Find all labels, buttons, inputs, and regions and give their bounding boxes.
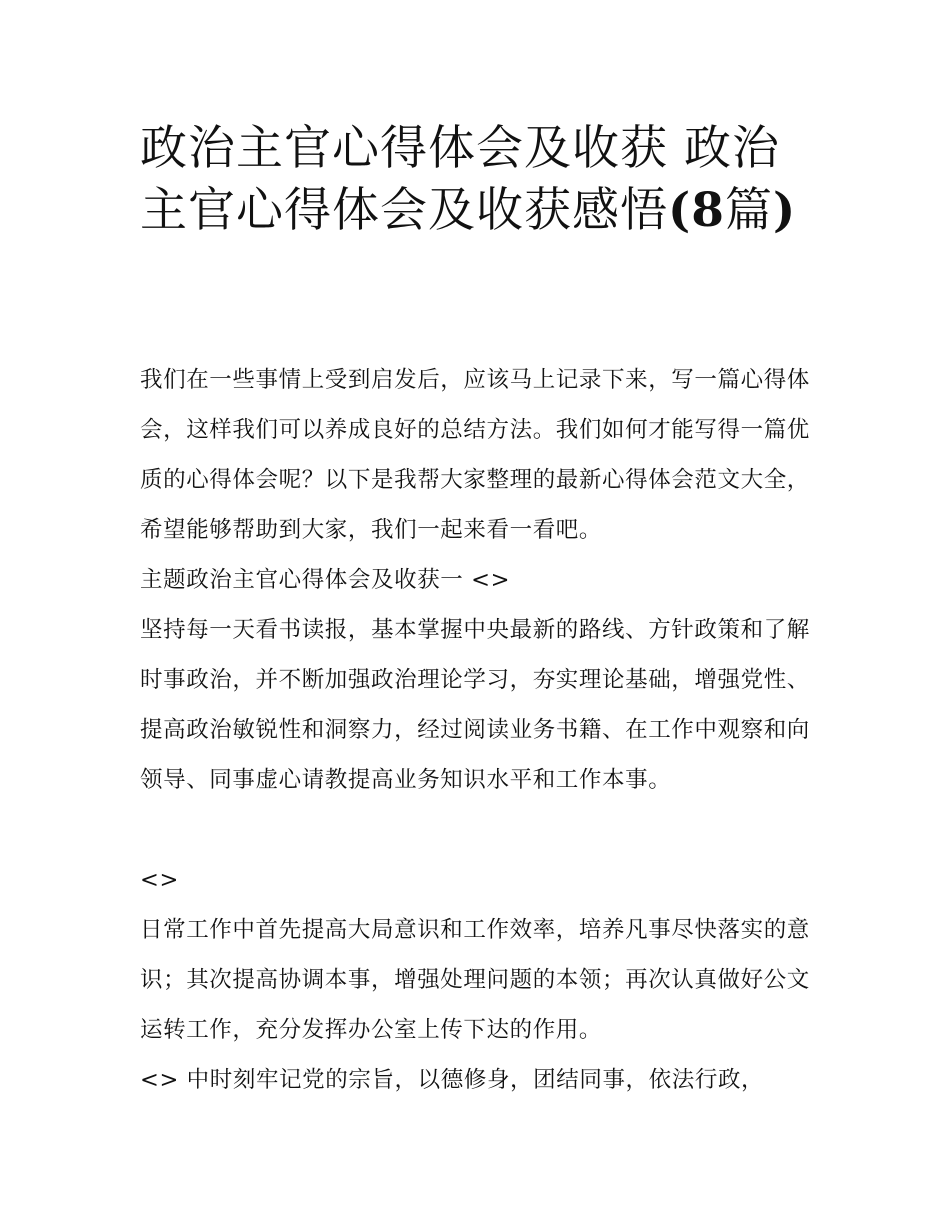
section-heading: 主题政治主官心得体会及收获一 <> — [140, 567, 511, 593]
body-paragraph-2: 日常工作中首先提高大局意识和工作效率，培养凡事尽快落实的意识；其次提高协调本事，增强处理问题的本领；再次认真做好公文运转工作，充分发挥办公室上传下达的作用。 — [140, 917, 810, 1043]
section-marker: <> — [140, 867, 179, 893]
intro-paragraph: 我们在一些事情上受到启发后，应该马上记录下来，写一篇心得体会，这样我们可以养成良好的总结方法。我们如何才能写得一篇优质的心得体会呢？以下是我帮大家整理的最新心得体会范文大全，希望能够帮助到大家，我们一起来看一看吧。 — [140, 367, 810, 543]
document-title: 政治主官心得体会及收获 政治主官心得体会及收获感悟(8篇) — [140, 121, 797, 238]
body-paragraph-3: <> 中时刻牢记党的宗旨，以德修身，团结同事，依法行政， — [140, 1067, 765, 1093]
body-paragraph-1: 坚持每一天看书读报，基本掌握中央最新的路线、方针政策和了解时事政治，并不断加强政治理论学习，夯实理论基础，增强党性、提高政治敏锐性和洞察力，经过阅读业务书籍、在工作中观察和向领导、同事虚心请教提高业务知识水平和工作本事。 — [140, 617, 810, 793]
